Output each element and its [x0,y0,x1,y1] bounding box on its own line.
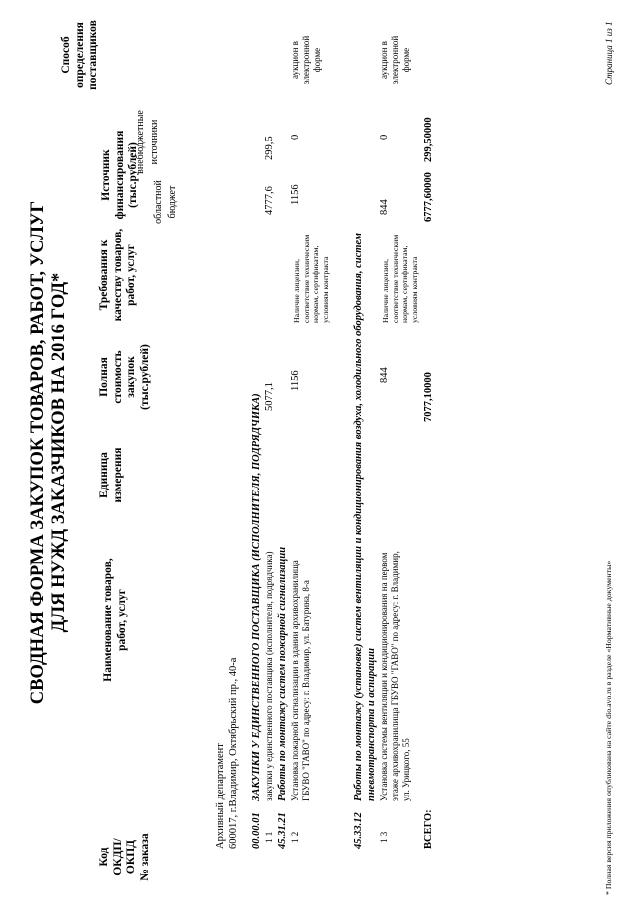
row-requirements: Наличие лицензии, соответствие техническим нормам, сертификатам, условиям контракта [292,234,330,323]
footer-note: * Полная версия приложения опубликована на сайте dio.avo.ru в разделе «Нормативные документы» [604,560,613,895]
section-code: 45.31.21 [277,812,288,849]
customer-name: Архивный департамент [215,743,226,849]
section-code: 45.33.12 [353,812,364,849]
row-number: 1 3 [379,831,389,843]
row-total: 5077,1 [264,382,275,411]
header-unit: Единица измерения [98,447,124,503]
totals-total: 7077,10000 [423,372,434,422]
header-total-cost: Полная стоимость закупок (тыс.рублей) [98,344,151,410]
row-extrabudget: 0 [379,134,390,140]
row-regional: 1156 [290,184,301,205]
header-code: Код ОКДП/ ОКПД № заказа [98,833,151,881]
row-regional: 844 [379,199,390,215]
row-total: 844 [379,367,390,383]
row-regional: 4777,6 [264,186,275,215]
row-name: закупки у единственного поставщика (исполнителя, подрядчика) [264,551,274,801]
totals-regional: 6777,60000 [423,172,434,222]
header-financing-extrabudget: внебюджетные источники [135,110,160,174]
customer-address: 600017, г.Владимир, Октябрьский пр., 40-а [228,657,239,849]
row-extrabudget: 0 [290,134,301,140]
title-line-1: СВОДНАЯ ФОРМА ЗАКУПОК ТОВАРОВ, РАБОТ, УСЛУГ [28,200,48,705]
row-method: аукцион в электронной форме [379,35,411,85]
page-number: Страница 1 из 1 [604,21,614,85]
header-requirements: Требования к качеству товаров, работ, услуг [98,228,137,322]
row-method: аукцион в электронной форме [290,35,322,85]
section-title: Работы по монтажу систем пожарной сигнализации [277,546,288,801]
row-extrabudget: 299,5 [264,136,275,160]
totals-extrabudget: 299,50000 [423,117,434,162]
row-name: Установка пожарной сигнализации в здании архивохранилища ГБУВО "ГАВО" по адресу: г. Владимир, ул. Батурина, 8-а [290,560,311,801]
header-financing-regional: областной бюджет [153,180,178,224]
row-requirements: Наличие лицензии, соответствие техническим нормам, сертификатам, условиям контракта [381,234,419,323]
header-method: Способ определения поставщиков [60,20,99,90]
section-title: Работы по монтажу (установке) систем вентиляции и кондиционирования воздуха, холодильного оборудования, систем пневмотранспорта и аспирации [353,233,377,801]
totals-label: ВСЕГО: [423,809,434,849]
row-number: 1 1 [264,831,274,843]
header-name: Наименование товаров, работ, услуг [102,558,128,682]
row-total: 1156 [290,370,301,391]
row-name: Установка системы вентиляции и кондиционирования на первом этаже архивохранилища ГБУВО "ГАВО" по адресу: г. Владимир, ул. Урицкого, 55 [379,551,411,801]
section-code: 00.00.01 [251,812,262,849]
section-title: ЗАКУПКИ У ЕДИНСТВЕННОГО ПОСТАВЩИКА (ИСПОЛНИТЕЛЯ, ПОДРЯДЧИКА) [251,393,262,801]
document-title [28,0,70,905]
header-financing: Источник финансирования (тыс.рублей) [100,130,139,220]
title-line-2: ДЛЯ НУЖД ЗАКАЗЧИКОВ НА 2016 ГОД* [49,272,69,633]
row-number: 1 2 [290,831,300,843]
